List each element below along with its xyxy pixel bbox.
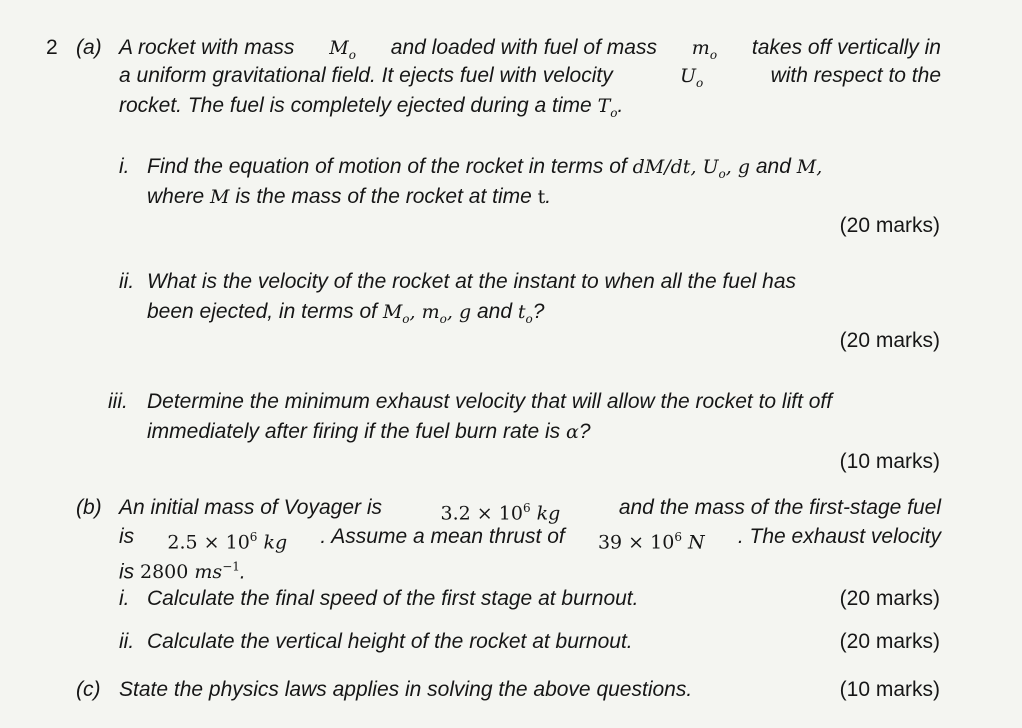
a-ii-line1: What is the velocity of the rocket at the instant to when all the fuel has xyxy=(147,270,797,293)
part-a-label: (a) xyxy=(76,36,102,59)
symbol-mo: $m_o$ xyxy=(691,37,718,62)
symbol-t: t xyxy=(537,186,546,208)
a-ii-label: ii. xyxy=(119,270,135,293)
value-thrust: $39 \times 10^6$ N xyxy=(597,530,705,554)
part-c-label: (c) xyxy=(76,678,101,701)
symbol-Mo: $M_o$ xyxy=(382,301,410,326)
symbol-to: $t_o$ xyxy=(517,301,533,326)
part-a-intro-line2 xyxy=(119,64,941,95)
a-i-label: i. xyxy=(119,155,130,178)
a-ii-line2: been ejected, in terms of $M_o$, $m_o$, g and $t_o$? xyxy=(147,300,545,326)
value-fuel-mass: $2.5 \times 10^6$ kg xyxy=(167,530,288,554)
a-iii-line1: Determine the minimum exhaust velocity that will allow the rocket to lift off xyxy=(147,390,833,413)
value-exhaust-velocity: 2800 $ms^{-1}$ xyxy=(140,560,240,584)
symbol-To: $T_o$ xyxy=(597,95,618,120)
a-i-line1: Find the equation of motion of the rocket in terms of dM/dt, $U_o$, g and M, xyxy=(147,155,823,181)
a-iii-line2: immediately after firing if the fuel burn rate is α? xyxy=(147,420,591,443)
symbol-g: g xyxy=(458,301,472,323)
part-c-marks: (10 marks) xyxy=(839,678,940,701)
b-i-marks: (20 marks) xyxy=(839,587,940,610)
symbol-Uo: $U_o$ xyxy=(702,156,726,181)
symbol-Mo: $M_o$ xyxy=(329,37,356,62)
value-initial-mass: $3.2 \times 10^6$ kg xyxy=(440,501,561,525)
symbol-dMdt: dM/dt xyxy=(632,156,691,178)
b-ii-label: ii. xyxy=(119,630,135,653)
a-iii-marks: (10 marks) xyxy=(839,450,940,473)
text: and loaded with fuel of mass xyxy=(390,36,657,59)
text: with respect to the xyxy=(770,64,941,87)
part-c-text: State the physics laws applies in solving the above questions. xyxy=(119,678,693,701)
a-ii-marks: (20 marks) xyxy=(839,329,940,352)
symbol-Uo: $U_o$ xyxy=(680,65,704,90)
part-b-line1: An initial mass of Voyager is $3.2 \times 10^6$ kg and the mass of the first-stage fuel xyxy=(119,496,941,525)
a-iii-label: iii. xyxy=(108,390,128,413)
part-a-intro-line3: rocket. The fuel is completely ejected during a time $T_o$. xyxy=(119,94,624,120)
a-i-line2: where M is the mass of the rocket at time t. xyxy=(147,185,552,208)
symbol-alpha: α xyxy=(566,421,579,443)
b-i-label: i. xyxy=(119,587,130,610)
text: A rocket with mass xyxy=(119,36,295,59)
b-ii-marks: (20 marks) xyxy=(839,630,940,653)
question-number: 2 xyxy=(46,36,58,59)
symbol-M: M xyxy=(796,156,817,178)
text: a uniform gravitational field. It ejects fuel with velocity xyxy=(119,64,613,87)
part-b-line2: is $2.5 \times 10^6$ kg . Assume a mean thrust of $39 \times 10^6$ N . The exhaust velocity xyxy=(119,525,941,554)
symbol-M: M xyxy=(210,186,230,208)
text: takes off vertically in xyxy=(751,36,941,59)
symbol-mo: $m_o$ xyxy=(421,301,447,326)
part-b-label: (b) xyxy=(76,496,102,519)
b-ii-text: Calculate the vertical height of the rocket at burnout. xyxy=(147,630,633,653)
a-i-marks: (20 marks) xyxy=(839,214,940,237)
symbol-g: g xyxy=(737,156,751,178)
part-a-intro-line1 xyxy=(119,36,941,67)
b-i-text: Calculate the final speed of the first stage at burnout. xyxy=(147,587,639,610)
part-b-line3: is 2800 $ms^{-1}$. xyxy=(119,560,246,584)
